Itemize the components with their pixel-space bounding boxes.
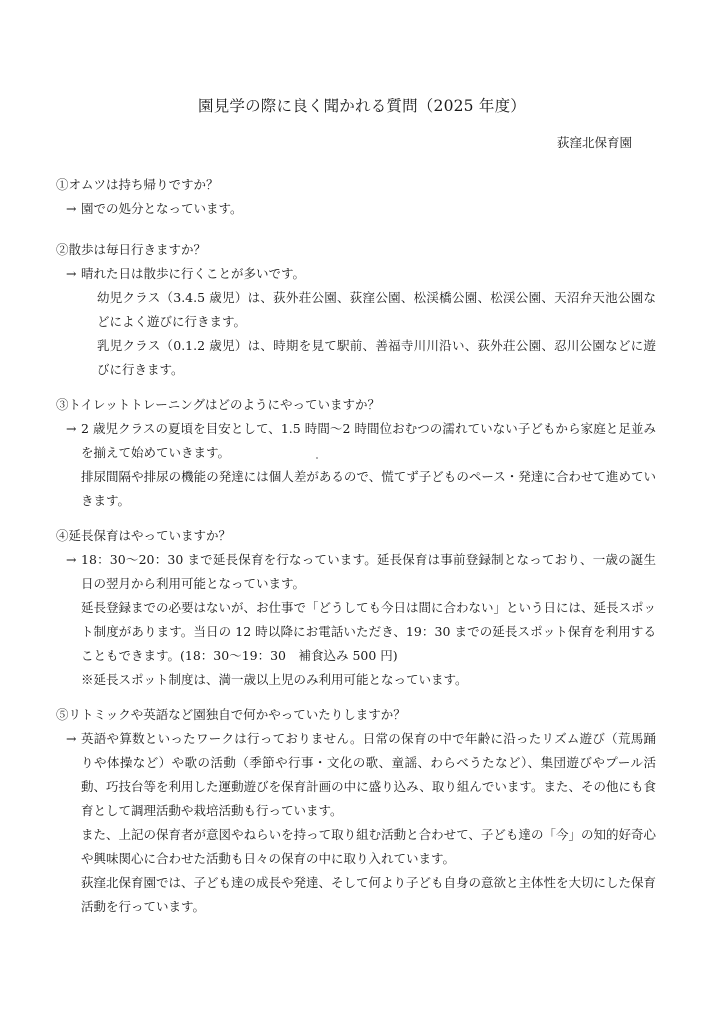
answer-paragraph: 荻窪北保育園では、子ども達の成長や発達、そして何より子ども自身の意欲と主体性を大切にした保育活動を行っています。 [81,875,657,914]
faq-section-1 [56,173,656,221]
arrow-icon: → [66,731,77,746]
faq-section-2 [56,238,656,382]
faq-question: ④延長保育はやっていますか？ [56,528,232,543]
arrow-icon: → [66,266,77,281]
document-title: 園見学の際に良く聞かれる質問（2025 年度） [198,97,526,115]
arrow-icon: → [66,421,77,436]
faq-section-5 [56,703,656,919]
answer-paragraph: ※延長スポット制度は、満一歳以上児のみ利用可能となっています。 [81,672,468,687]
faq-answer [66,417,656,513]
answer-paragraph: 排尿間隔や排尿の機能の発達には個人差があるので、慌てず子どものペース・発達に合わせて進めていきます。 [81,469,656,508]
answer-paragraph: 英語や算数といったワークは行っておりません。日常の保育の中で年齢に沿ったリズム遊び（荒馬踊りや体操など）や歌の活動（季節や行事・文化の歌、童謡、わらべうたなど）、集団遊びやプール活動、巧技台等を利用した運動遊びを保育計画の中に盛り込み、取り組んでいます。また、その他にも食育として調理活動や栽培活動も行っています。 [81,731,656,818]
faq-question: ⑤リトミックや英語など園独自で何かやっていたりしますか？ [56,707,406,722]
detail-paragraph: 乳児クラス（0.1.2 歳児）は、時期を見て駅前、善福寺川川沿い、荻外荘公園、忍川公園などに遊びに行きます。 [97,338,656,377]
answer-paragraph: 延長登録までの必要はないが、お仕事で「どうしても今日は間に合わない」という日には、延長スポット制度があります。当日の 12 時以降にお電話いただき、19：30 までの延長スポット保育を利用することもできます。(18：30～19：30 補食込み 500 円) [81,600,657,663]
answer-paragraph: 2 歳児クラスの夏頃を目安として、1.5 時間～2 時間位おむつの濡れていない子どもから家庭と足並みを揃えて始めていきます。 [81,421,656,460]
faq-answer [66,262,656,382]
faq-answer [66,548,656,692]
faq-section-3 [56,393,656,513]
answer-paragraph: 園での処分となっています。 [81,201,243,216]
detail-paragraph: 幼児クラス（3.4.5 歳児）は、荻外荘公園、荻窪公園、松渓橋公園、松渓公園、天沼弁天池公園などによく遊びに行きます。 [97,290,656,329]
answer-paragraph: また、上記の保育者が意図やねらいを持って取り組む活動と合わせて、子ども達の「今」の知的好奇心や興味関心に合わせた活動も日々の保育の中に取り入れています。 [81,827,656,866]
arrow-icon: → [66,552,77,567]
arrow-icon: → [66,201,77,216]
faq-question: ①オムツは持ち帰りですか？ [56,177,219,192]
faq-answer [66,727,656,919]
organization-name: 荻窪北保育園 [556,135,632,150]
faq-question: ③トイレットトレーニングはどのようにやっていますか？ [56,397,381,412]
answer-paragraph: 18：30～20：30 まで延長保育を行なっています。延長保育は事前登録制となっており、一歳の誕生日の翌月から利用可能となっています。 [81,552,656,591]
answer-details [97,286,656,382]
faq-question: ②散歩は毎日行きますか？ [56,242,207,257]
faq-section-4 [56,524,656,692]
faq-answer [66,197,656,221]
answer-paragraph: 晴れた日は散歩に行くことが多いです。 [81,266,306,281]
scan-speck [316,457,318,459]
